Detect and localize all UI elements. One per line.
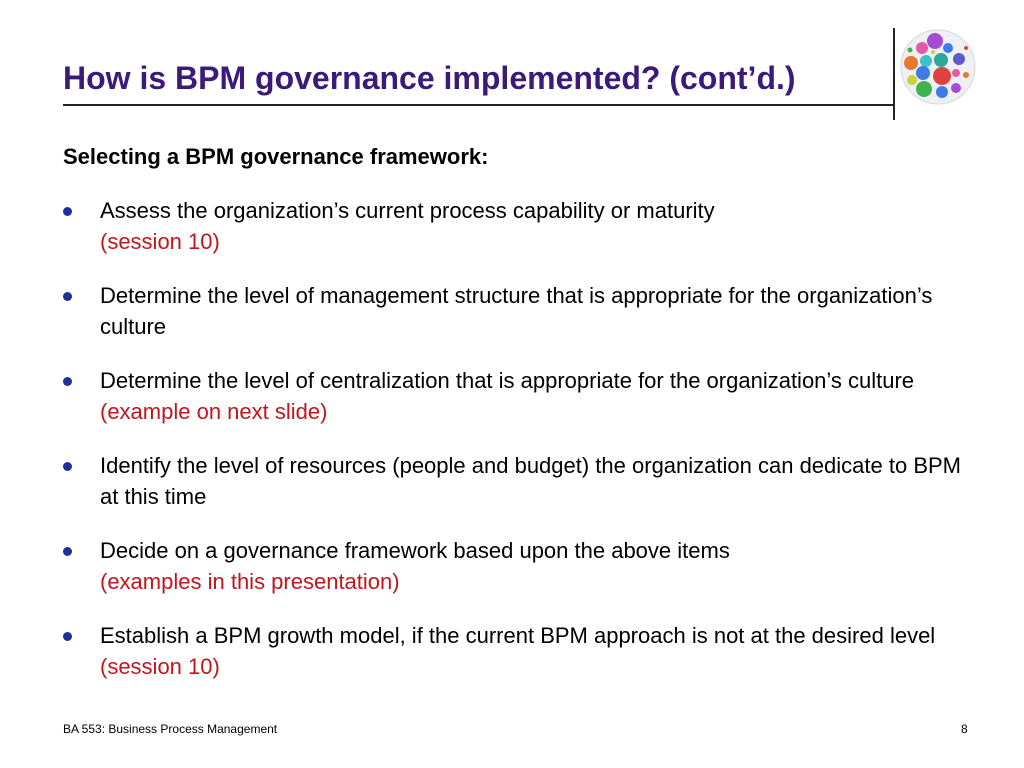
bullet-icon [63, 632, 72, 641]
bullet-text: Establish a BPM growth model, if the current BPM approach is not at the desired level [100, 623, 936, 648]
bullet-text: Identify the level of resources (people and budget) the organization can dedicate to BPM at this time [100, 453, 961, 509]
bullet-icon [63, 462, 72, 471]
bullet-list [63, 195, 963, 705]
list-item [63, 535, 963, 597]
vertical-divider [893, 28, 895, 120]
footer-page-number: 8 [961, 722, 968, 736]
title-divider [63, 104, 893, 106]
bullet-icon [63, 207, 72, 216]
list-item [63, 195, 963, 257]
footer-course: BA 553: Business Process Management [63, 722, 278, 736]
bullet-highlight: (session 10) [100, 229, 220, 254]
bullet-text: Determine the level of centralization that is appropriate for the organization’s culture [100, 368, 915, 393]
list-item [63, 365, 963, 427]
bullet-highlight: (example on next slide) [100, 399, 328, 424]
list-item [63, 450, 963, 512]
list-item [63, 280, 963, 342]
bullet-text: Assess the organization’s current process capability or maturity [100, 198, 715, 223]
bullet-icon [63, 292, 72, 301]
bullet-highlight: (examples in this presentation) [100, 569, 400, 594]
bubbles-logo-icon [898, 28, 978, 106]
bullet-highlight: (session 10) [100, 654, 220, 679]
bullet-icon [63, 377, 72, 386]
list-item [63, 620, 963, 682]
slide-title: How is BPM governance implemented? (cont’d.) [63, 60, 796, 96]
bullet-text: Decide on a governance framework based upon the above items [100, 538, 730, 563]
bullet-icon [63, 547, 72, 556]
section-subheading: Selecting a BPM governance framework: [63, 144, 489, 169]
bullet-text: Determine the level of management structure that is appropriate for the organization’s culture [100, 283, 933, 339]
